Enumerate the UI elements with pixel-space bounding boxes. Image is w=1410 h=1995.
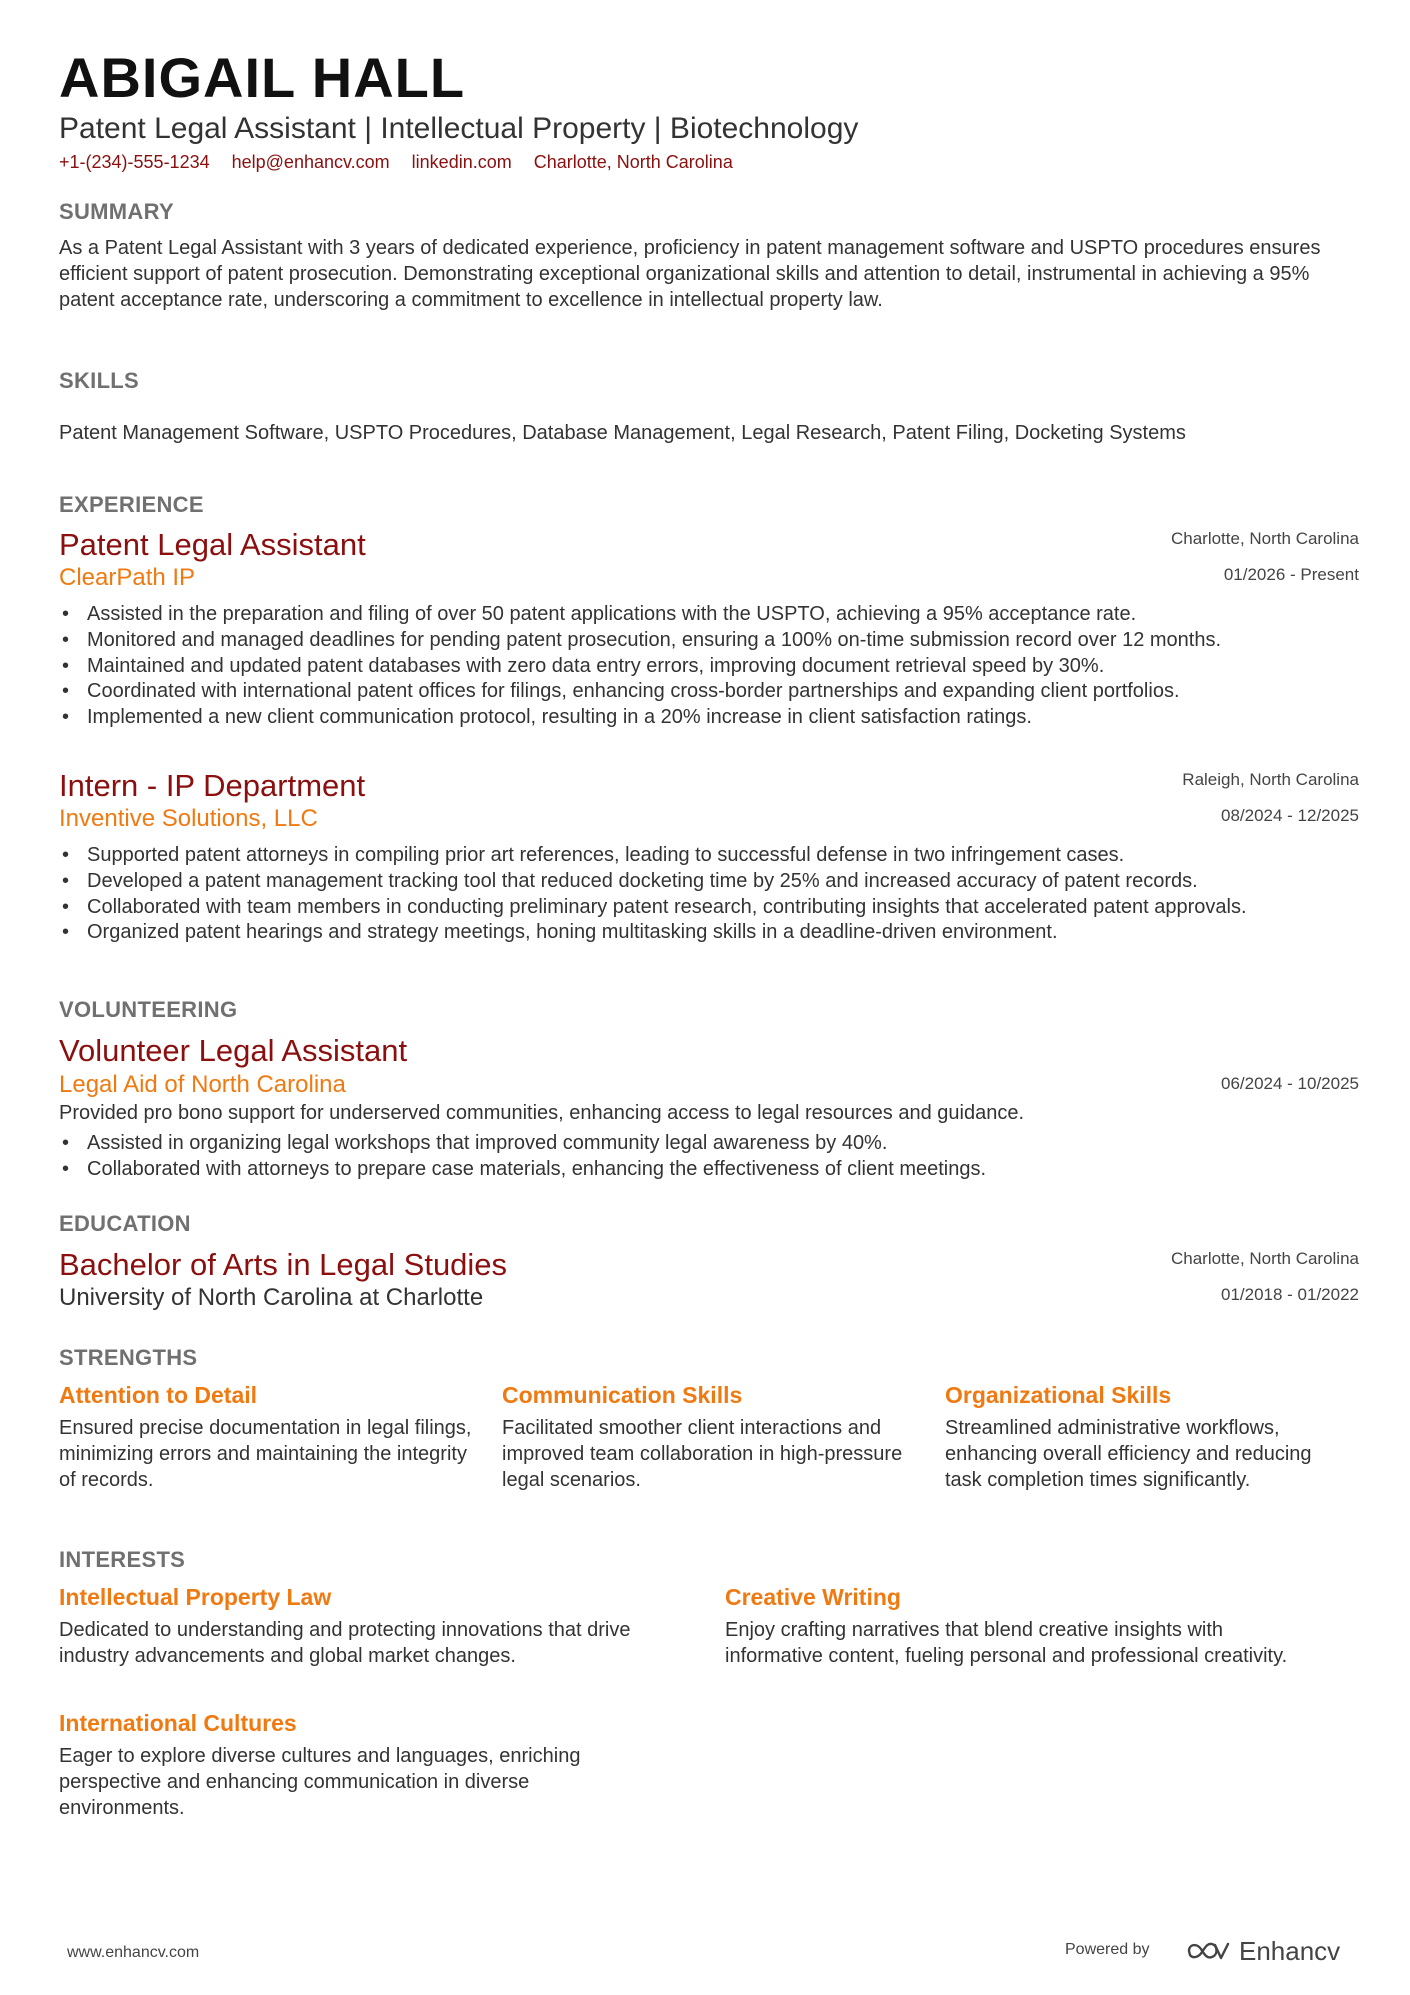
list-item: • Coordinated with international patent offices for filings, enhancing cross-border partnerships and expanding client portfolios. (87, 679, 1359, 705)
strength-text: Streamlined administrative workflows, enhancing overall efficiency and reducing task completion times significantly. (945, 1417, 1312, 1491)
volunteer-organization: Legal Aid of North Carolina (59, 1071, 346, 1098)
headline: Patent Legal Assistant | Intellectual Property | Biotechnology (59, 112, 859, 145)
volunteer-dates: 06/2024 - 10/2025 (1220, 1074, 1359, 1093)
footer-url[interactable]: www.enhancv.com (67, 1944, 200, 1961)
summary-text: As a Patent Legal Assistant with 3 years of dedicated experience, proficiency in patent management software and USPTO procedures ensures efficient support of patent prosecution. Demonstrating exceptional organizational skills and attention to detail, instrumental in achieving a 95% patent acceptance rate, underscoring a commitment to excellence in intellectual property law. (59, 237, 1321, 311)
enhancv-logo[interactable] (1185, 1935, 1340, 1967)
email-link[interactable]: help@enhancv.com (231, 152, 390, 172)
education-location: Charlotte, North Carolina (1170, 1249, 1359, 1268)
powered-by-label: Powered by (1065, 1941, 1150, 1958)
strength-text: Ensured precise documentation in legal filings, minimizing errors and maintaining the integrity of records. (59, 1417, 472, 1491)
interest-text: Dedicated to understanding and protecting innovations that drive industry advancements and global market changes. (59, 1619, 631, 1667)
summary-heading: SUMMARY (59, 199, 174, 224)
volunteering-heading: VOLUNTEERING (59, 997, 238, 1022)
list-item: • Developed a patent management tracking tool that reduced docketing time by 25% and increased accuracy of patent records. (87, 869, 1359, 895)
list-item: • Collaborated with team members in conducting preliminary patent research, contributing insights that accelerated patent approvals. (87, 895, 1359, 921)
education-heading: EDUCATION (59, 1211, 191, 1236)
school-name: University of North Carolina at Charlotte (59, 1284, 484, 1311)
job-company: Inventive Solutions, LLC (59, 805, 318, 832)
job-dates: 01/2026 - Present (1223, 565, 1359, 584)
phone-link[interactable]: +1-(234)-555-1234 (59, 152, 210, 172)
skills-heading: SKILLS (59, 368, 140, 393)
job-bullets (59, 602, 1359, 731)
interest-title: Intellectual Property Law (59, 1584, 332, 1610)
volunteer-description: Provided pro bono support for underserved communities, enhancing access to legal resources and guidance. (59, 1102, 1025, 1124)
strength-text: Facilitated smoother client interactions and improved team collaboration in high-pressure legal scenarios. (502, 1417, 903, 1491)
job-bullets (59, 843, 1359, 946)
job-dates: 08/2024 - 12/2025 (1220, 806, 1359, 825)
list-item: • Collaborated with attorneys to prepare case materials, enhancing the effectiveness of client meetings. (87, 1157, 1359, 1183)
volunteer-bullets (59, 1131, 1359, 1183)
degree: Bachelor of Arts in Legal Studies (59, 1247, 508, 1282)
strength-title: Communication Skills (502, 1382, 743, 1408)
enhancv-brand-text: Enhancv (1239, 1936, 1341, 1966)
strength-title: Organizational Skills (945, 1382, 1172, 1408)
job-location: Raleigh, North Carolina (1182, 770, 1359, 789)
interest-title: International Cultures (59, 1710, 297, 1736)
list-item: • Assisted in the preparation and filing of over 50 patent applications with the USPTO, achieving a 95% acceptance rate. (87, 602, 1359, 628)
contact-row (59, 150, 750, 174)
interests-heading: INTERESTS (59, 1547, 186, 1572)
experience-heading: EXPERIENCE (59, 492, 204, 517)
list-item: • Supported patent attorneys in compiling prior art references, leading to successful defense in two infringement cases. (87, 843, 1359, 869)
volunteer-role: Volunteer Legal Assistant (59, 1033, 408, 1068)
job-location: Charlotte, North Carolina (1170, 529, 1359, 548)
list-item: • Organized patent hearings and strategy meetings, honing multitasking skills in a deadline-driven environment. (87, 920, 1359, 946)
strength-title: Attention to Detail (59, 1382, 258, 1408)
interest-title: Creative Writing (725, 1584, 901, 1610)
strengths-heading: STRENGTHS (59, 1345, 198, 1370)
job-company: ClearPath IP (59, 564, 196, 591)
location-text: Charlotte, North Carolina (533, 152, 733, 172)
list-item: • Monitored and managed deadlines for pending patent prosecution, ensuring a 100% on-time submission record over 12 months. (87, 628, 1359, 654)
interest-text: Enjoy crafting narratives that blend creative insights with informative content, fueling personal and professional creativity. (725, 1619, 1288, 1667)
linkedin-link[interactable]: linkedin.com (411, 152, 512, 172)
list-item: • Maintained and updated patent databases with zero data entry errors, improving document retrieval speed by 30%. (87, 654, 1359, 680)
enhancv-logo-icon (1185, 1939, 1231, 1963)
list-item: • Assisted in organizing legal workshops that improved community legal awareness by 40%. (87, 1131, 1359, 1157)
job-title: Intern - IP Department (59, 768, 366, 803)
education-dates: 01/2018 - 01/2022 (1220, 1285, 1359, 1304)
candidate-name: ABIGAIL HALL (59, 46, 466, 109)
skills-text: Patent Management Software, USPTO Procedures, Database Management, Legal Research, Patent Filing, Docketing Systems (59, 422, 1186, 444)
interest-text: Eager to explore diverse cultures and languages, enriching perspective and enhancing communication in diverse environments. (59, 1745, 581, 1819)
job-title: Patent Legal Assistant (59, 527, 366, 562)
list-item: • Implemented a new client communication protocol, resulting in a 20% increase in client satisfaction ratings. (87, 705, 1359, 731)
